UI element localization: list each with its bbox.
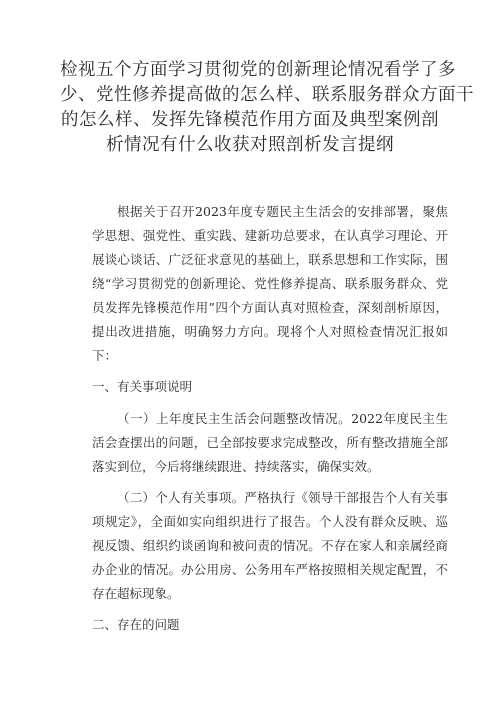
title-line-4: 析情况有什么收获对照剖析发言提纲 [106,135,394,155]
document-body [92,200,448,645]
title-line-1: 检视五个方面学习贯彻党的创新理论情况看学了多 [60,60,456,80]
section-2-heading: 二、存在的问题 [92,617,180,632]
section-1-item-1: （一）上年度民主生活会问题整改情况。2022年度民主生活会查摆出的问题，已全部按要求完成整改，所有整改措施全部落实到位，今后将继续跟进、持续落实，确保实效。 [92,411,448,474]
title-line-3: 的怎么样、发挥先锋模范作用方面及典型案例剖 [61,110,439,130]
section-1-item-2: （二）个人有关事项。严格执行《领导干部报告个人有关事项规定》，全面如实向组织进行了报告。个人没有群众反映、巡视反馈、组织约谈函询和被问责的情况。不存在家人和亲属经商办企业的情况。办公用房、公务用车严格按照相关规定配置，不存在超标现象。 [92,490,448,601]
document-title [60,58,474,158]
section-1-heading: 一、有关事项说明 [92,379,193,394]
intro-paragraph: 根据关于召开2023年度专题民主生活会的安排部署，聚焦学思想、强党性、重实践、建新功总要求，在认真学习理论、开展谈心谈话、广泛征求意见的基础上，联系思想和工作实际，围绕“学习贯彻党的创新理论、党性修养提高、联系服务群众、党员发挥先锋模范作用”四个方面认真对照检查，深刻剖析原因，提出改进措施，明确努力方向。现将个人对照检查情况汇报如下： [92,204,448,363]
title-line-2: 少、党性修养提高做的怎么样、联系服务群众方面干 [60,85,474,105]
